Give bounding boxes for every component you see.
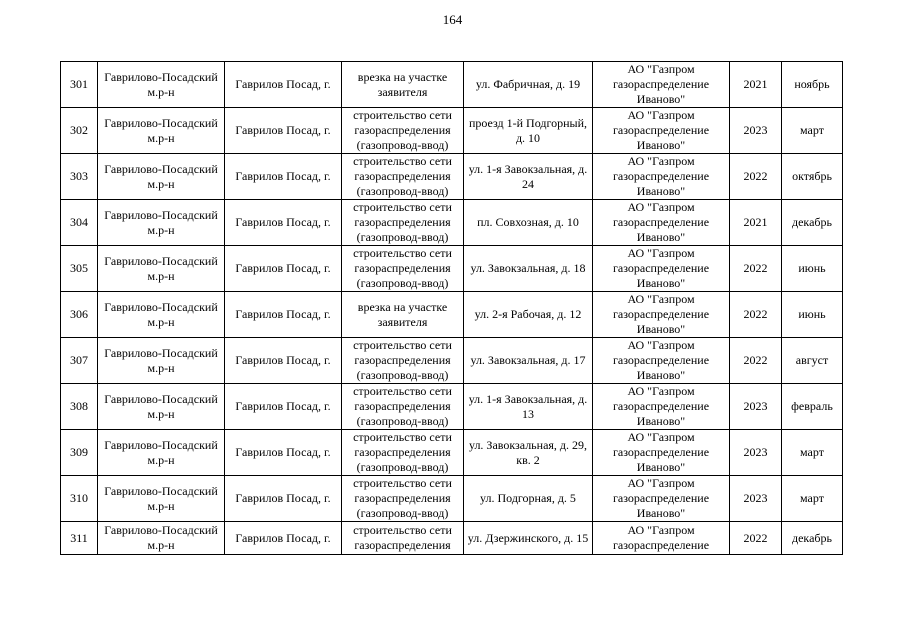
address-cell-text: ул. Фабричная, д. 19 <box>475 77 581 91</box>
table-row <box>61 154 843 200</box>
year-cell <box>730 108 782 154</box>
month-cell-text: март <box>800 123 824 137</box>
work-type-cell <box>342 338 464 384</box>
row-number-cell <box>61 292 98 338</box>
row-number-cell-text: 304 <box>70 215 88 229</box>
month-cell-text: декабрь <box>792 530 832 545</box>
work-type-cell-text: строительство сети газораспределения (газопровод-ввод) <box>353 200 452 244</box>
address-cell-text: ул. 2-я Рабочая, д. 12 <box>474 307 582 321</box>
organization-cell <box>593 338 730 384</box>
work-type-cell-text: врезка на участке заявителя <box>357 299 448 329</box>
organization-cell-text: АО "Газпром газораспределение Иваново" <box>612 62 710 106</box>
work-type-cell <box>342 200 464 246</box>
work-type-cell <box>342 246 464 292</box>
district-cell-text: Гаврилово-Посадский м.р-н <box>104 391 218 421</box>
row-number-cell-text: 307 <box>70 353 88 367</box>
locality-cell <box>225 338 342 384</box>
address-cell-text: проезд 1-й Подгорный, д. 10 <box>468 115 588 145</box>
address-cell <box>464 522 593 555</box>
locality-cell-text: Гаврилов Посад, г. <box>235 530 331 545</box>
row-number-cell <box>61 338 98 384</box>
organization-cell-text: АО "Газпром газораспределение Иваново" <box>612 430 710 474</box>
month-cell-text: март <box>800 445 824 459</box>
district-cell <box>98 108 225 154</box>
month-cell <box>782 338 843 384</box>
row-number-cell-text: 311 <box>70 530 88 545</box>
month-cell <box>782 62 843 108</box>
row-number-cell-text: 310 <box>70 491 88 505</box>
district-cell-text: Гаврилово-Посадский м.р-н <box>104 437 218 467</box>
work-type-cell-text: строительство сети газораспределения (газопровод-ввод) <box>353 476 452 520</box>
organization-cell-text: АО "Газпром газораспределение Иваново" <box>612 384 710 428</box>
table-row <box>61 384 843 430</box>
district-cell-text: Гаврилово-Посадский м.р-н <box>104 253 218 283</box>
district-cell <box>98 430 225 476</box>
year-cell <box>730 292 782 338</box>
organization-cell-text: АО "Газпром газораспределение Иваново" <box>612 246 710 290</box>
address-cell <box>464 108 593 154</box>
work-type-cell <box>342 384 464 430</box>
district-cell <box>98 338 225 384</box>
year-cell-text: 2023 <box>743 399 768 413</box>
row-number-cell <box>61 430 98 476</box>
work-type-cell <box>342 154 464 200</box>
month-cell <box>782 430 843 476</box>
organization-cell <box>593 62 730 108</box>
district-cell-text: Гаврилово-Посадский м.р-н <box>104 207 218 237</box>
locality-cell <box>225 522 342 555</box>
row-number-cell-text: 309 <box>70 445 88 459</box>
district-cell <box>98 200 225 246</box>
district-cell-text: Гаврилово-Посадский м.р-н <box>104 161 218 191</box>
year-cell-text: 2023 <box>743 491 768 505</box>
locality-cell-text: Гаврилов Посад, г. <box>235 77 331 91</box>
month-cell <box>782 522 843 555</box>
row-number-cell-text: 302 <box>70 123 88 137</box>
address-cell <box>464 292 593 338</box>
month-cell-text: февраль <box>791 399 833 413</box>
row-number-cell <box>61 476 98 522</box>
district-cell <box>98 522 225 555</box>
row-number-cell <box>61 200 98 246</box>
district-cell-text: Гаврилово-Посадский м.р-н <box>104 69 218 99</box>
organization-cell <box>593 476 730 522</box>
address-cell <box>464 62 593 108</box>
table-row <box>61 62 843 108</box>
locality-cell-text: Гаврилов Посад, г. <box>235 307 331 321</box>
year-cell-text: 2023 <box>743 123 768 137</box>
year-cell-text: 2022 <box>743 307 768 321</box>
year-cell-text: 2022 <box>743 353 768 367</box>
row-number-cell-text: 305 <box>70 261 88 275</box>
year-cell-text: 2023 <box>743 445 768 459</box>
month-cell-text: декабрь <box>792 215 832 229</box>
address-cell <box>464 476 593 522</box>
work-type-cell <box>342 62 464 108</box>
table-row <box>61 430 843 476</box>
locality-cell-text: Гаврилов Посад, г. <box>235 215 331 229</box>
district-cell <box>98 154 225 200</box>
locality-cell <box>225 154 342 200</box>
organization-cell <box>593 154 730 200</box>
district-cell-text: Гаврилово-Посадский м.р-н <box>104 523 218 552</box>
month-cell-text: октябрь <box>792 169 832 183</box>
address-cell-text: ул. Дзержинского, д. 15 <box>467 530 589 545</box>
table-row <box>61 200 843 246</box>
row-number-cell <box>61 384 98 430</box>
month-cell <box>782 200 843 246</box>
locality-cell <box>225 246 342 292</box>
work-type-cell-text: врезка на участке заявителя <box>357 69 448 99</box>
district-cell <box>98 62 225 108</box>
work-type-cell <box>342 292 464 338</box>
row-number-cell-text: 303 <box>70 169 88 183</box>
work-type-cell-text: строительство сети газораспределения (газопровод-ввод) <box>353 108 452 152</box>
month-cell <box>782 292 843 338</box>
month-cell <box>782 384 843 430</box>
organization-cell-text: АО "Газпром газораспределение Иваново" <box>612 338 710 382</box>
address-cell <box>464 338 593 384</box>
row-number-cell <box>61 246 98 292</box>
address-cell-text: ул. Завокзальная, д. 29, кв. 2 <box>468 437 588 467</box>
year-cell-text: 2022 <box>743 530 768 545</box>
locality-cell <box>225 384 342 430</box>
row-number-cell <box>61 62 98 108</box>
month-cell <box>782 246 843 292</box>
work-type-cell <box>342 430 464 476</box>
row-number-cell <box>61 522 98 555</box>
month-cell-text: ноябрь <box>794 77 830 91</box>
year-cell <box>730 430 782 476</box>
district-cell-text: Гаврилово-Посадский м.р-н <box>104 299 218 329</box>
work-type-cell <box>342 476 464 522</box>
table-row <box>61 108 843 154</box>
row-number-cell-text: 306 <box>70 307 88 321</box>
year-cell <box>730 154 782 200</box>
organization-cell <box>593 522 730 555</box>
locality-cell-text: Гаврилов Посад, г. <box>235 353 331 367</box>
row-number-cell-text: 301 <box>70 77 88 91</box>
locality-cell <box>225 430 342 476</box>
table-row <box>61 522 843 555</box>
gasification-table <box>60 61 843 555</box>
organization-cell <box>593 430 730 476</box>
district-cell <box>98 292 225 338</box>
work-type-cell-text: строительство сети газораспределения (газопровод-ввод) <box>353 338 452 382</box>
address-cell-text: ул. 1-я Завокзальная, д. 24 <box>468 161 588 191</box>
year-cell <box>730 246 782 292</box>
organization-cell <box>593 108 730 154</box>
month-cell-text: июнь <box>798 307 826 321</box>
organization-cell-text: АО "Газпром газораспределение Иваново" <box>612 476 710 520</box>
month-cell <box>782 108 843 154</box>
year-cell-text: 2022 <box>743 169 768 183</box>
work-type-cell-text: строительство сети газораспределения (газопровод-ввод) <box>353 384 452 428</box>
year-cell <box>730 384 782 430</box>
district-cell-text: Гаврилово-Посадский м.р-н <box>104 345 218 375</box>
organization-cell-text: АО "Газпром газораспределение Иваново" <box>612 200 710 244</box>
year-cell-text: 2022 <box>743 261 768 275</box>
row-number-cell-text: 308 <box>70 399 88 413</box>
address-cell <box>464 200 593 246</box>
organization-cell-text: АО "Газпром газораспределение Иваново" <box>612 154 710 198</box>
address-cell-text: ул. 1-я Завокзальная, д. 13 <box>468 391 588 421</box>
locality-cell <box>225 62 342 108</box>
organization-cell <box>593 292 730 338</box>
month-cell-text: август <box>795 353 829 367</box>
address-cell-text: ул. Подгорная, д. 5 <box>480 491 576 505</box>
year-cell-text: 2021 <box>743 215 768 229</box>
table-row <box>61 476 843 522</box>
month-cell <box>782 476 843 522</box>
locality-cell-text: Гаврилов Посад, г. <box>235 399 331 413</box>
locality-cell-text: Гаврилов Посад, г. <box>235 491 331 505</box>
year-cell <box>730 200 782 246</box>
work-type-cell-text: строительство сети газораспределения (газопровод-ввод) <box>353 246 452 290</box>
year-cell <box>730 522 782 555</box>
work-type-cell <box>342 108 464 154</box>
address-cell-text: ул. Завокзальная, д. 18 <box>470 261 586 275</box>
locality-cell <box>225 200 342 246</box>
month-cell <box>782 154 843 200</box>
address-cell <box>464 430 593 476</box>
locality-cell-text: Гаврилов Посад, г. <box>235 445 331 459</box>
district-cell-text: Гаврилово-Посадский м.р-н <box>104 483 218 513</box>
address-cell <box>464 246 593 292</box>
row-number-cell <box>61 154 98 200</box>
work-type-cell-text: строительство сети газораспределения <box>353 523 452 552</box>
year-cell-text: 2021 <box>743 77 768 91</box>
locality-cell-text: Гаврилов Посад, г. <box>235 169 331 183</box>
year-cell <box>730 338 782 384</box>
organization-cell-text: АО "Газпром газораспределение Иваново" <box>612 108 710 152</box>
district-cell-text: Гаврилово-Посадский м.р-н <box>104 115 218 145</box>
month-cell-text: июнь <box>798 261 826 275</box>
address-cell-text: пл. Совхозная, д. 10 <box>477 215 579 229</box>
table-row <box>61 246 843 292</box>
year-cell <box>730 62 782 108</box>
table-row <box>61 292 843 338</box>
table-row <box>61 338 843 384</box>
locality-cell-text: Гаврилов Посад, г. <box>235 123 331 137</box>
work-type-cell-text: строительство сети газораспределения (газопровод-ввод) <box>353 154 452 198</box>
district-cell <box>98 246 225 292</box>
work-type-cell <box>342 522 464 555</box>
locality-cell <box>225 108 342 154</box>
table-body <box>61 62 843 555</box>
locality-cell-text: Гаврилов Посад, г. <box>235 261 331 275</box>
organization-cell <box>593 200 730 246</box>
page-number: 164 <box>442 12 463 27</box>
work-type-cell-text: строительство сети газораспределения (газопровод-ввод) <box>353 430 452 474</box>
district-cell <box>98 384 225 430</box>
address-cell <box>464 384 593 430</box>
year-cell <box>730 476 782 522</box>
organization-cell-text: АО "Газпром газораспределение <box>612 523 710 552</box>
organization-cell <box>593 246 730 292</box>
district-cell <box>98 476 225 522</box>
address-cell <box>464 154 593 200</box>
locality-cell <box>225 476 342 522</box>
month-cell-text: март <box>800 491 824 505</box>
row-number-cell <box>61 108 98 154</box>
organization-cell <box>593 384 730 430</box>
organization-cell-text: АО "Газпром газораспределение Иваново" <box>612 292 710 336</box>
address-cell-text: ул. Завокзальная, д. 17 <box>470 353 586 367</box>
locality-cell <box>225 292 342 338</box>
